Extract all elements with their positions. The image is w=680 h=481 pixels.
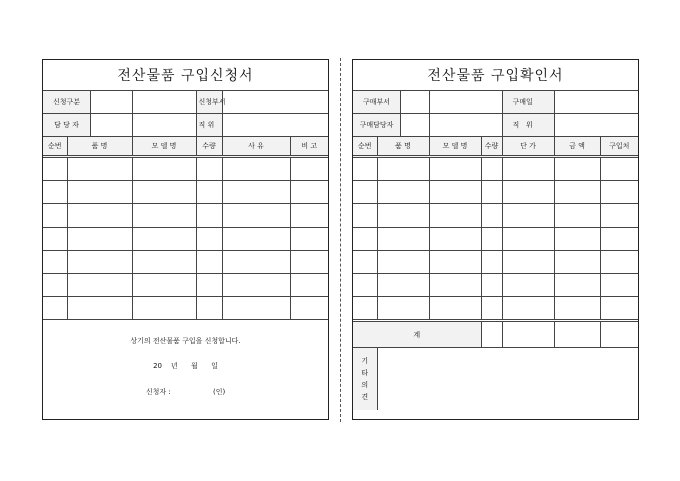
col-reason: 사 유 [222,137,290,157]
purchase-dept-field[interactable] [401,91,429,113]
position-label: 직 위 [502,114,554,137]
request-type-field-ext[interactable] [132,91,196,114]
memo-char: 견 [361,393,369,402]
form-title: 전산물품 구입확인서 [353,60,638,91]
purchase-request-form [42,59,329,420]
request-form-table [43,60,328,408]
position-label: 직 위 [196,114,222,137]
other-opinions-field[interactable] [377,348,638,411]
table-row [43,250,328,273]
other-opinions-label [353,348,377,411]
col-model: 모 델 명 [429,137,481,157]
table-row [43,181,328,204]
col-item-name: 품 명 [377,137,429,157]
purchase-dept-field-ext[interactable] [429,91,502,114]
table-row [43,204,328,227]
application-statement [43,320,328,409]
purchaser-field-ext[interactable] [429,114,502,137]
col-note: 비 고 [290,137,328,157]
table-row [353,157,638,181]
total-label: 계 [353,321,481,348]
table-row [353,204,638,227]
confirmation-form-table [353,60,638,410]
date-line: 20 년 월 일 [153,362,218,371]
col-no: 순번 [353,137,377,157]
total-vendor-cell[interactable] [600,321,638,348]
request-dept-field[interactable] [222,91,328,114]
col-vendor: 구입처 [600,137,638,157]
purchase-date-field[interactable] [554,91,638,114]
col-unit-price: 단 가 [502,137,554,157]
col-qty: 수량 [196,137,222,157]
total-unit-price-cell[interactable] [502,321,554,348]
person-in-charge-label: 담 당 자 [43,114,91,136]
position-field[interactable] [554,114,638,137]
request-type-field[interactable] [91,91,132,113]
table-row [43,273,328,296]
col-model: 모 델 명 [132,137,196,157]
form-title: 전산물품 구입신청서 [43,60,328,91]
person-in-charge-field-ext[interactable] [132,114,196,137]
position-field[interactable] [222,114,328,137]
table-row [43,297,328,320]
table-row [43,227,328,250]
col-no: 순번 [43,137,67,157]
total-amount-cell[interactable] [554,321,600,348]
request-type-label: 신청구분 [43,91,91,113]
table-row [43,157,328,181]
memo-char: 기 [361,357,369,366]
purchaser-field[interactable] [401,114,429,136]
total-qty-cell[interactable] [481,321,502,348]
purchase-date-label: 구매일 [502,91,554,114]
table-row [353,227,638,250]
table-row [353,181,638,204]
person-in-charge-field[interactable] [91,114,132,136]
col-amount: 금 액 [554,137,600,157]
table-row [353,250,638,273]
cut-line-divider [340,58,341,422]
memo-char: 의 [361,381,369,390]
applicant-signature: 신청자 : (인) [145,388,226,397]
request-dept-label: 신청부서 [196,91,222,114]
purchase-confirmation-form [352,59,639,420]
statement-text: 상기의 전산물품 구입을 신청합니다. [130,337,241,346]
purchaser-label: 구매담당자 [353,114,401,136]
purchase-dept-label: 구매부서 [353,91,401,113]
col-qty: 수량 [481,137,502,157]
memo-char: 타 [361,369,369,378]
table-row [353,273,638,296]
col-item-name: 품 명 [67,137,132,157]
table-row [353,297,638,321]
